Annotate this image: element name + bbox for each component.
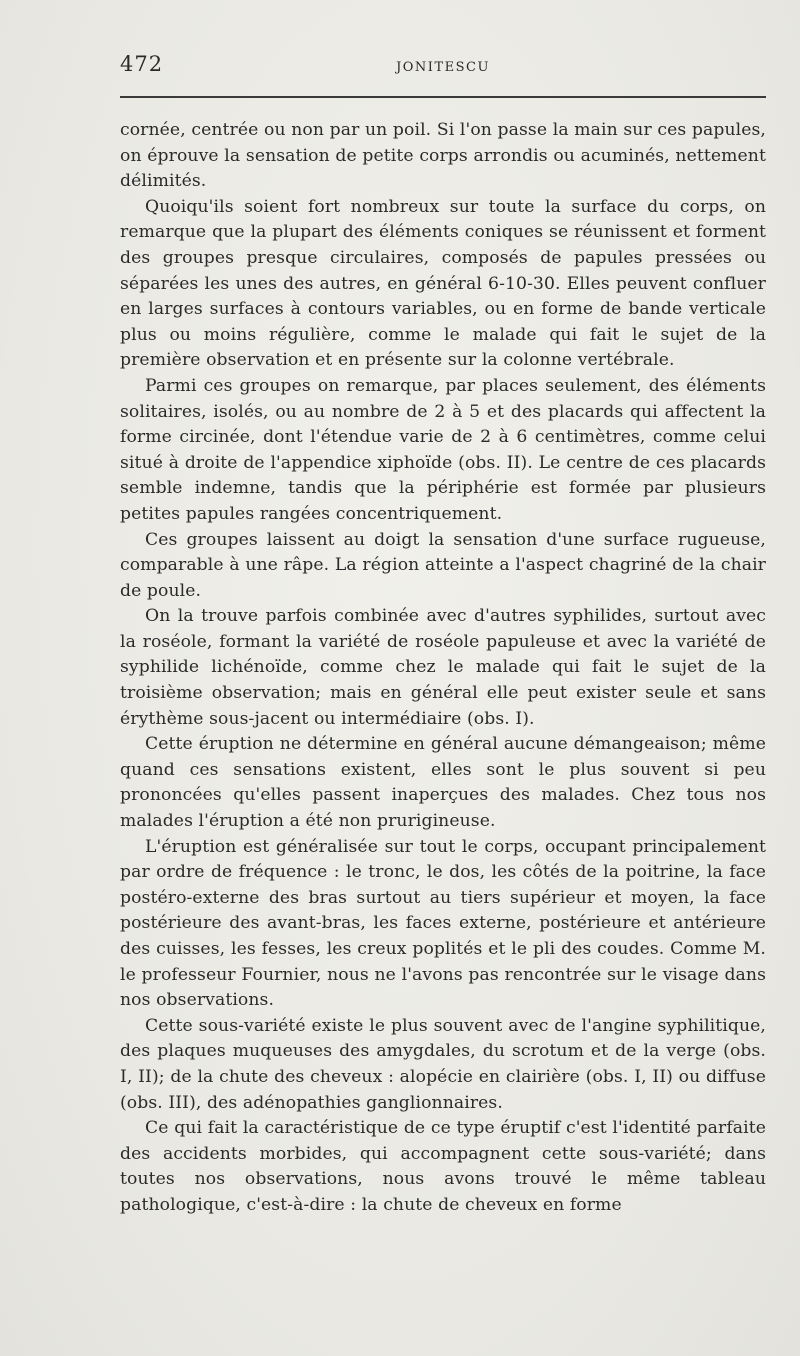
paragraph: Cette sous-variété existe le plus souvent avec de l'angine syphilitique, des plaques muqueuses des amygdales, du scrotum et de la verge (obs. I, II); de la chute des cheveux : alopécie en clairière (obs. I, II) ou diffuse (obs. III), des adénopathies ganglionnaires. [120, 1015, 766, 1113]
header-rule [120, 96, 766, 98]
page-number: 472 [120, 52, 164, 76]
running-title: JONITESCU [396, 60, 490, 75]
paragraph: L'éruption est généralisée sur tout le corps, occupant principalement par ordre de fréquence : le tronc, le dos, les côtés de la poitrine, la face postéro-externe des bras surtout au tiers supérieur et moyen, la face postérieure des avant-bras, les faces externe, postérieure et antérieure des cuisses, les fesses, les creux poplités et le pli des coudes. Comme M. le professeur Fournier, nous ne l'avons pas rencontrée sur le visage dans nos observations. [120, 836, 766, 1011]
paragraph: Parmi ces groupes on remarque, par places seulement, des éléments solitaires, isolés, ou au nombre de 2 à 5 et des placards qui affectent la forme circinée, dont l'étendue varie de 2 à 6 centimètres, comme celui situé à droite de l'appendice xiphoïde (obs. II). Le centre de ces placards semble indemne, tandis que la périphérie est formée par plusieurs petites papules rangées concentriquement. [120, 375, 766, 524]
paragraph: On la trouve parfois combinée avec d'autres syphilides, surtout avec la roséole, formant la variété de roséole papuleuse et avec la variété de syphilide lichénoïde, comme chez le malade qui fait le sujet de la troisième observation; mais en général elle peut exister seule et sans érythème sous-jacent ou intermédiaire (obs. I). [120, 606, 766, 729]
paragraph: cornée, centrée ou non par un poil. Si l'on passe la main sur ces papules, on éprouve la sensation de petite corps arrondis ou acuminés, nettement délimités. [120, 120, 766, 192]
body-text [120, 118, 766, 1219]
running-head [120, 52, 766, 86]
paragraph: Ce qui fait la caractéristique de ce type éruptif c'est l'identité parfaite des accidents morbides, qui accompagnent cette sous-variété; dans toutes nos observations, nous avons trouvé le même tableau pathologique, c'est-à-dire : la chute de cheveux en forme [120, 1118, 766, 1215]
paragraph: Quoiqu'ils soient fort nombreux sur toute la surface du corps, on remarque que la plupart des éléments coniques se réunissent et forment des groupes presque circulaires, composés de papules pressées ou séparées les unes des autres, en général 6-10-30. Elles peuvent confluer en larges surfaces à contours variables, ou en forme de bande verticale plus ou moins régulière, comme le malade qui fait le sujet de la première observation et en présente sur la colonne vertébrale. [120, 196, 766, 371]
paragraph: Ces groupes laissent au doigt la sensation d'une surface rugueuse, comparable à une râpe. La région atteinte a l'aspect chagriné de la chair de poule. [120, 529, 766, 601]
paragraph: Cette éruption ne détermine en général aucune démangeaison; même quand ces sensations existent, elles sont le plus souvent si peu prononcées qu'elles passent inaperçues des malades. Chez tous nos malades l'éruption a été non prurigineuse. [120, 734, 766, 832]
